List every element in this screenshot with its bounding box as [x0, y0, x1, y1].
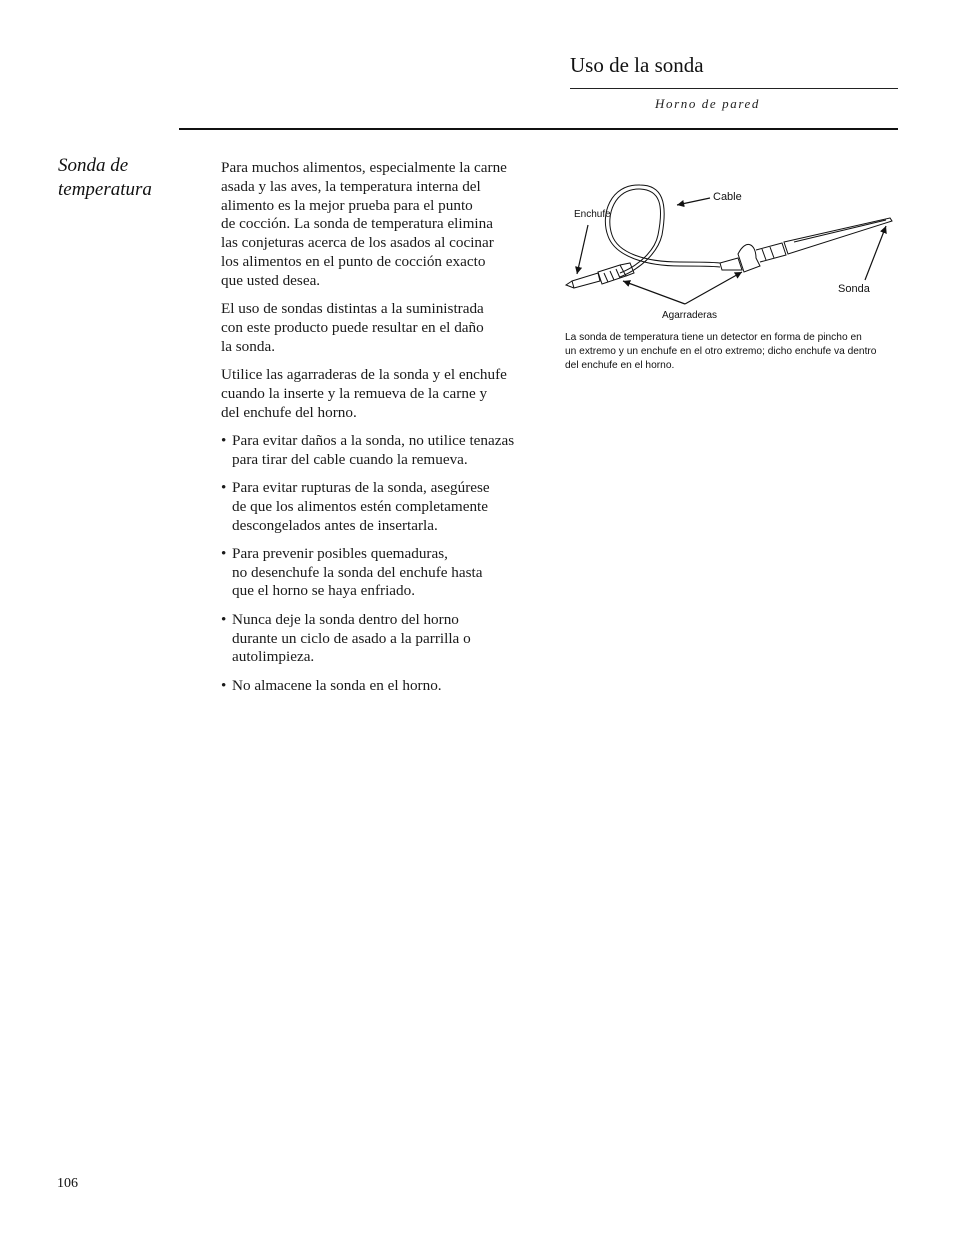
probe-handle	[720, 243, 786, 272]
warning-paragraph: El uso de sondas distintas a la suministrada con este producto puede resultar en el daño la sonda.	[221, 300, 484, 355]
label-agarraderas: Agarraderas	[662, 310, 718, 321]
probe-spike	[784, 218, 892, 254]
header-rule	[570, 88, 898, 89]
body-column	[221, 159, 556, 705]
bullet-symbol: •	[221, 478, 227, 496]
cable-loop	[605, 185, 720, 277]
bullet-symbol: •	[221, 676, 227, 694]
bullet-text: Para evitar rupturas de la sonda, asegúrese de que los alimentos estén completamente descongelados antes de insertarla.	[232, 478, 490, 534]
figure-caption: La sonda de temperatura tiene un detector en forma de pincho en un extremo y un enchufe en el otro extremo; dicho enchufe va dentro del enchufe en el horno.	[565, 332, 877, 371]
bullet-item	[221, 611, 556, 667]
bullet-text: No almacene la sonda en el horno.	[232, 676, 442, 694]
bullet-item	[221, 479, 556, 535]
page-number: 106	[57, 1176, 78, 1191]
page-title: Uso de la sonda	[570, 53, 704, 77]
bullet-text: Para evitar daños a la sonda, no utilice tenazas para tirar del cable cuando la remueva.	[232, 431, 515, 468]
bullet-item	[221, 432, 556, 470]
label-enchufe: Enchufe	[574, 209, 611, 220]
label-cable: Cable	[713, 191, 742, 203]
bullet-symbol: •	[221, 610, 227, 628]
intro-paragraph: Para muchos alimentos, especialmente la carne asada y las aves, la temperatura interna del alimento es la mejor prueba para el punto de cocción. La sonda de temperatura elimina las conjeturas acerca de los asados al cocinar los alimentos en el punto de cocción exacto que usted desea.	[221, 159, 507, 289]
label-sonda: Sonda	[838, 283, 870, 295]
section-divider	[179, 128, 898, 130]
bullet-item	[221, 545, 556, 601]
bullet-symbol: •	[221, 431, 227, 449]
bullet-symbol: •	[221, 544, 227, 562]
bullet-item	[221, 677, 556, 696]
usage-paragraph: Utilice las agarraderas de la sonda y el enchufe cuando la inserte y la remueva de la carne y del enchufe del horno.	[221, 365, 507, 421]
section-heading: Sonda de temperatura	[58, 155, 152, 200]
bullet-text: Para prevenir posibles quemaduras, no desenchufe la sonda del enchufe hasta que el horno se haya enfriado.	[232, 544, 483, 600]
bullet-text: Nunca deje la sonda dentro del horno durante un ciclo de asado a la parrilla o autolimpieza.	[232, 610, 471, 666]
page-subtitle: Horno de pared	[655, 96, 760, 111]
